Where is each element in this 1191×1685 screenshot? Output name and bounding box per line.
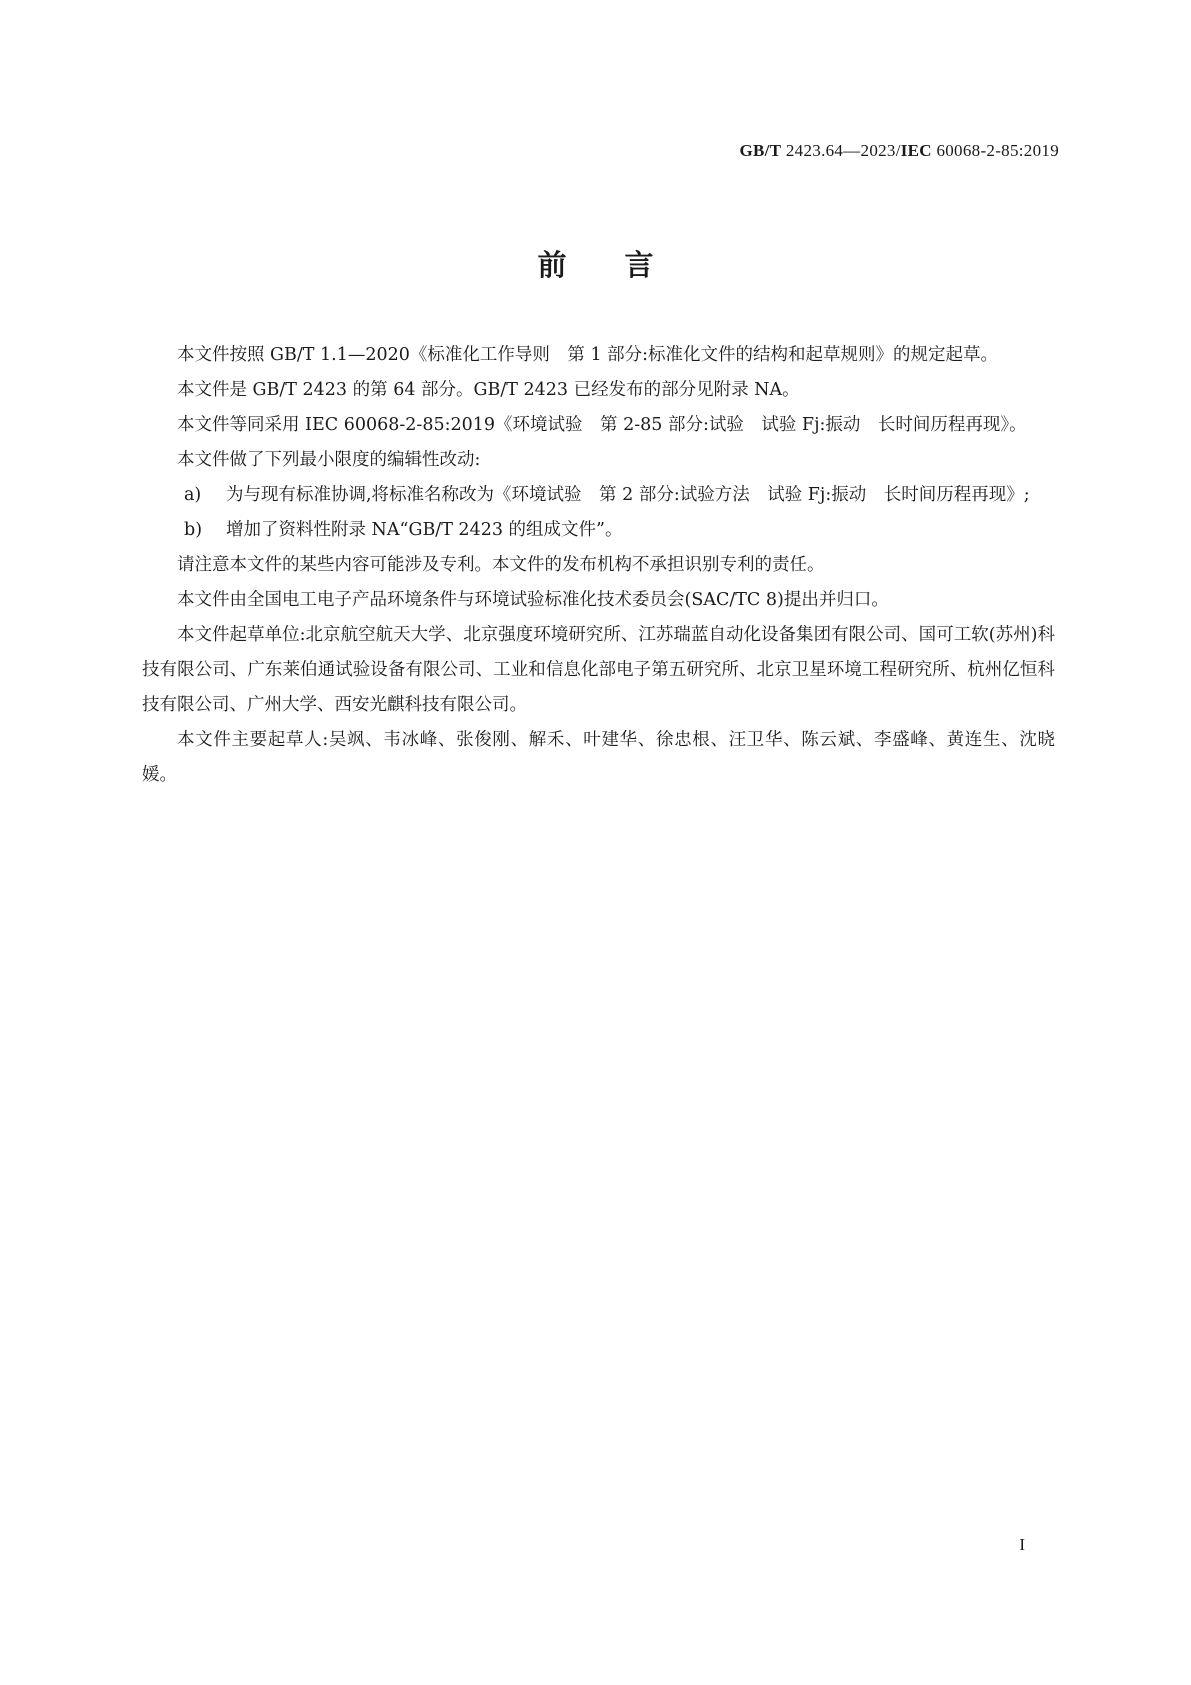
list-item-text: 增加了资料性附录 NA“GB/T 2423 的组成文件”。 <box>226 520 623 540</box>
page-title: 前 言 <box>537 248 654 282</box>
paragraph-drafting-rules: 本文件按照 GB/T 1.1—2020《标准化工作导则 第 1 部分:标准化文件的结构和起草规则》的规定起草。 <box>177 345 999 365</box>
iec-number: 60068-2-85:2019 <box>936 141 1059 160</box>
list-item-marker: b) <box>184 520 203 540</box>
standard-prefix: GB/T <box>739 141 782 160</box>
page-number: I <box>1019 1535 1025 1554</box>
list-item <box>142 513 1055 548</box>
standard-number: 2423.64—2023/ <box>785 141 901 160</box>
paragraph-part-number: 本文件是 GB/T 2423 的第 64 部分。GB/T 2423 已经发布的部分见附录 NA。 <box>177 380 800 400</box>
standard-code-header <box>739 141 1059 161</box>
paragraph-patent-notice: 请注意本文件的某些内容可能涉及专利。本文件的发布机构不承担识别专利的责任。 <box>177 555 825 575</box>
paragraph-drafters: 本文件主要起草人:吴飒、韦冰峰、张俊刚、解禾、叶建华、徐忠根、汪卫华、陈云斌、李盛峰、黄连生、沈晓媛。 <box>142 730 1055 785</box>
list-item <box>142 478 1055 513</box>
list-item-text: 为与现有标准协调,将标准名称改为《环境试验 第 2 部分:试验方法 试验 Fj:振动 长时间历程再现》; <box>226 485 1030 505</box>
paragraph-iec-adoption: 本文件等同采用 IEC 60068-2-85:2019《环境试验 第 2-85 部分:试验 试验 Fj:振动 长时间历程再现》。 <box>177 415 1027 435</box>
paragraph-drafting-units: 本文件起草单位:北京航空航天大学、北京强度环境研究所、江苏瑞蓝自动化设备集团有限公司、国可工软(苏州)科技有限公司、广东莱伯通试验设备有限公司、工业和信息化部电子第五研究所、北京卫星环境工程研究所、杭州亿恒科技有限公司、广州大学、西安光麒科技有限公司。 <box>142 625 1055 715</box>
iec-prefix: IEC <box>900 141 932 160</box>
list-item-marker: a) <box>184 485 202 505</box>
preface-body <box>142 338 1055 793</box>
paragraph-edits-intro: 本文件做了下列最小限度的编辑性改动: <box>177 450 481 470</box>
paragraph-committee: 本文件由全国电工电子产品环境条件与环境试验标准化技术委员会(SAC/TC 8)提出并归口。 <box>177 590 889 610</box>
